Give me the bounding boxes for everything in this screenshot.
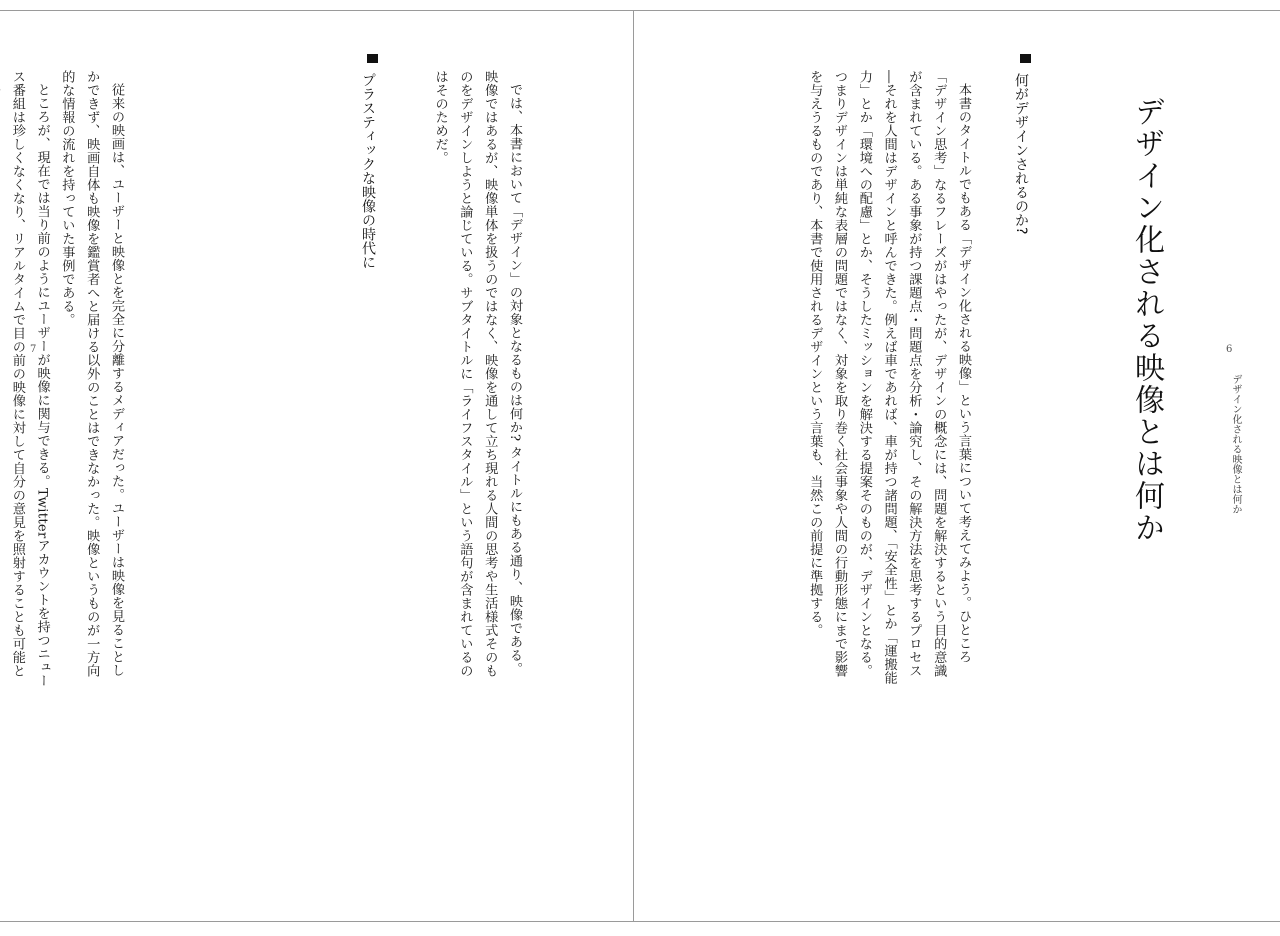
body-text-left-bottom — [0, 70, 128, 690]
paragraph: 本書のタイトルでもある「デザイン化される映像」という言葉について考えてみよう。ひところ「デザイン思考」なるフレーズがはやったが、デザインの概念には、問題を解決するという目的意識が含まれている。ある事象が持つ課題点・問題点を分析・論究し、その解決方法を思考するプロセス―それを人間はデザインと呼んできた。例えば車であれば、車が持つ諸問題、「安全性」とか「運搬能力」とか「環境への配慮」とか、そうしたミッションを解決する提案そのものが、デザインとなる。つまりデザインは単純な表層の問題ではなく、対象を取り巻く社会事象や人間の行動形態にまで影響を与えうるものであり、本書で使用されるデザインという言葉も、当然この前提に準拠する。 — [807, 70, 971, 685]
section-heading-text: プラスティックな映像の時代に — [360, 73, 376, 269]
chapter-title: デザイン化される映像とは何か — [1129, 96, 1164, 544]
running-head: デザイン化される映像とは何か — [1230, 374, 1241, 514]
section-heading-right — [1011, 54, 1031, 234]
page-number-right: 6 — [1226, 344, 1233, 355]
section-marker — [1020, 54, 1031, 63]
paragraph: では、本書において「デザイン」の対象となるものは何か? タイトルにもある通り、映像である。映像ではあるが、映像単体を扱うのではなく、映像を通して立ち現れる人間の思考や生活様式そのものをデザインしようと論じている。サブタイトルに「ライフスタイル」という語句が含まれているのはそのためだ。 — [432, 70, 522, 678]
section-heading-left — [358, 54, 378, 269]
section-heading-text: 何がデザインされるのか? — [1013, 73, 1029, 235]
body-text-right — [801, 70, 975, 690]
paragraph: 従来の映画は、ユーザーと映像とを完全に分離するメディアだった。ユーザーは映像を見ることしかできず、映画自体も映像を鑑賞者へと届ける以外のことはできなかった。映像というものが一方向的な情報の流れを持っていた事例である。 — [59, 70, 124, 678]
paragraph: ところが、現在では当り前のようにユーザーが映像に関与できる。Twitterアカウントを持つニュース番組は珍しくなくなり、リアルタイムで目の前の映像に対して自分の意見を照射することも可能と — [9, 70, 50, 688]
section-marker — [367, 54, 378, 63]
body-text-left-top — [427, 70, 526, 680]
page-number-left: 7 — [30, 344, 37, 355]
